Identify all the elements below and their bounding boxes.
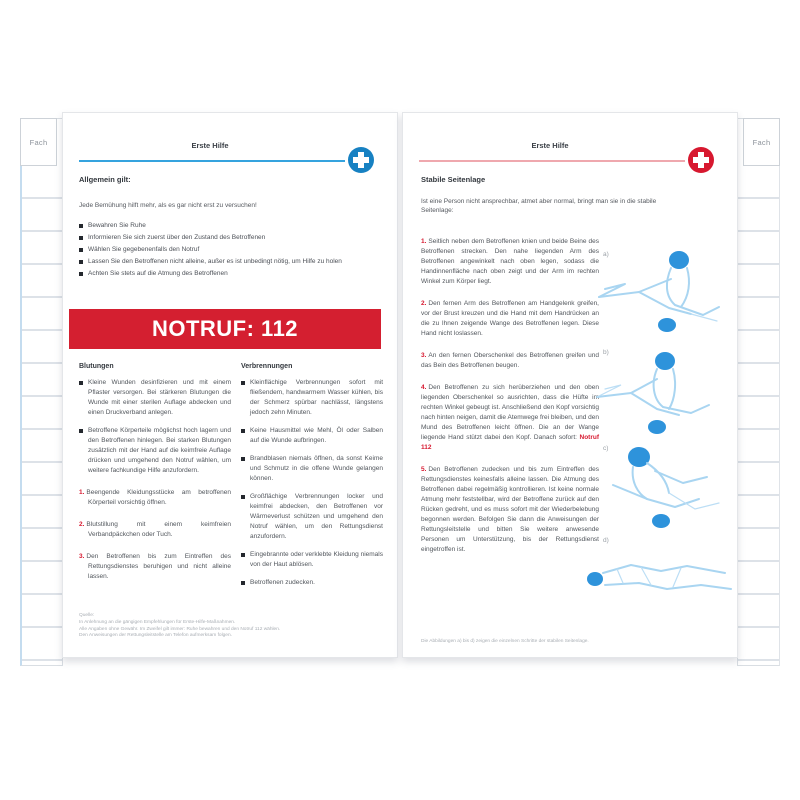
list-item: [79, 221, 379, 231]
intro-text-left: Jede Bemühung hilft mehr, als es gar nicht erst zu versuchen!: [79, 202, 257, 209]
binder-tab-left-label: Fach: [29, 137, 48, 147]
recovery-position-illustration-b: [591, 347, 723, 437]
first-aid-cross-icon-blue: [348, 147, 374, 173]
step-number: 5.: [421, 466, 427, 473]
figure-label-c: c): [603, 445, 609, 452]
emergency-banner-text: NOTRUF: 112: [151, 316, 299, 341]
paragraph-text: Betroffenen zudecken.: [250, 579, 315, 586]
column-verbrennungen: [241, 363, 383, 596]
paragraph-text: Kleine Wunden desinfizieren und mit einem Pflaster versorgen. Bei stärkeren Blutungen die Wunde mit einer sterilen Auflage abdecken und einen Druckverband anlegen.: [88, 379, 231, 416]
cross-bar: [693, 157, 709, 163]
paragraph-text: Betroffene Körperteile möglichst hoch lagern und den Betroffenen hinlegen. Bei starken Blutungen zusätzlich mit der Hand auf die keimfreie Auflage drücken und umgehend den Notruf wählen, um weitere fachkundige Hilfe anzufordern.: [88, 427, 231, 474]
step-1: [421, 237, 599, 287]
paragraph: [79, 426, 231, 476]
step-number: 2.: [421, 300, 427, 307]
paragraph-text: Eingebrannte oder verklebte Kleidung niemals von der Haut ablösen.: [250, 551, 383, 568]
footnote-line: In Anlehnung an die gängigen Empfehlungen für Erste-Hilfe-Maßnahmen.: [79, 619, 236, 625]
section-title-allgemein: Allgemein gilt:: [79, 175, 131, 184]
paragraph: [241, 550, 383, 570]
paragraph: [241, 492, 383, 542]
figure-label-b: b): [603, 349, 609, 356]
step-number: 4.: [421, 384, 427, 391]
ruled-lines-left: [22, 166, 62, 665]
binder-tab-right-label: Fach: [752, 137, 771, 147]
general-rules-list: [79, 221, 379, 281]
step-number: 2.: [79, 521, 85, 528]
step-3: [421, 351, 599, 371]
paragraph-text: Großflächige Verbrennungen locker und keimfrei abdecken, den Betroffenen vor Wärmeverlust schützen und umgehend den Notruf wählen, um den Rettungsdienst anzufordern.: [250, 493, 383, 540]
step-number: 1.: [79, 489, 85, 496]
page-right: [402, 112, 738, 658]
first-aid-cross-icon-red: [688, 147, 714, 173]
list-item-text: Wählen Sie gegebenenfalls den Notruf: [88, 246, 200, 253]
intro-text-right: Ist eine Person nicht ansprechbar, atmet aber normal, bringt man sie in die stabile Seitenlage:: [421, 198, 657, 214]
recovery-position-illustration-a: [589, 245, 731, 341]
recovery-steps: [421, 237, 599, 567]
footnote-line: Den Anweisungen der Rettungsleitstelle am Telefon aufmerksam folgen.: [79, 633, 232, 639]
step-text: Den Betroffenen zudecken und bis zum Eintreffen des Rettungsdienstes keinesfalls alleine lassen. Die Atmung des Betroffenen dabei regelmäßig kontrollieren. Ist keine normale Atmung mehr feststellbar, wird der Betroffene zurück auf den Rücken gedreht, und es muss sofort mit der Wiederbelebung begonnen werden. Befolgen Sie dann die Anweisungen der Rettungsleitstelle und bitten Sie weitere anwesende Personen um Unterstützung, bis der Rettungsdienst eingetroffen ist.: [421, 466, 599, 553]
step-2: [421, 299, 599, 339]
list-item-text: Lassen Sie den Betroffenen nicht alleine, außer es ist unbedingt nötig, um Hilfe zu holen: [88, 258, 342, 265]
paragraph: [241, 454, 383, 484]
paragraph-text: Brandblasen niemals öffnen, da sonst Keime und Schmutz in die offene Wunde gelangen können.: [250, 455, 383, 482]
step-4: [421, 383, 599, 453]
paragraph-text: Beengende Kleidungsstücke am betroffenen Körperteil vorsichtig öffnen.: [86, 489, 231, 506]
paragraph-text: Kleinflächige Verbrennungen sofort mit fließendem, handwarmem Wasser kühlen, bis der Schmerz spürbar nachlässt, längstens jedoch zehn Minuten.: [250, 379, 383, 416]
list-item-text: Bewahren Sie Ruhe: [88, 222, 146, 229]
header-rule-blue: [79, 160, 345, 162]
column-title: Blutungen: [79, 363, 114, 370]
paragraph: [241, 378, 383, 418]
footnote-left: [79, 613, 359, 640]
step-5: [421, 465, 599, 555]
paragraph: [241, 578, 383, 588]
paragraph-text: Den Betroffenen bis zum Eintreffen des Rettungsdienstes beruhigen und nicht alleine lassen.: [86, 553, 231, 580]
list-item-text: Achten Sie stets auf die Atmung des Betroffenen: [88, 270, 228, 277]
footnote-line: Alle Angaben ohne Gewähr. Im Zweifel gilt immer: Ruhe bewahren und den Notruf 112 wählen.: [79, 626, 281, 632]
emergency-banner: [69, 309, 381, 349]
binder-tab-right: [743, 118, 780, 166]
step-text: An den fernen Oberschenkel des Betroffenen greifen und das Bein des Betroffenen beugen.: [421, 352, 599, 369]
footnote-line: Die Abbildungen a) bis d) zeigen die einzelnen Schritte der stabilen Seitenlage.: [421, 639, 589, 644]
two-column-section: [79, 363, 383, 596]
list-item: [79, 269, 379, 279]
emergency-number-inline: Notruf 112: [421, 434, 599, 451]
recovery-position-illustration-d: [583, 539, 735, 605]
paragraph: [241, 426, 383, 446]
header-rule-pink: [419, 160, 685, 162]
step-text: Den fernen Arm des Betroffenen am Handgelenk greifen, vor der Brust kreuzen und die Hand mit dem Handrücken an die zu Ihnen zeigende Wange des Betroffenen legen. Diese Hand nicht loslassen.: [421, 300, 599, 337]
binder-divider-left: [20, 118, 63, 666]
list-item: [79, 245, 379, 255]
paragraph-text: Blutstillung mit einem keimfreien Verbandpäckchen oder Tuch.: [86, 521, 231, 538]
numbered-paragraph: [79, 552, 231, 582]
list-item: [79, 257, 373, 267]
binder-divider-right: [737, 118, 780, 666]
column-blutungen: [79, 363, 231, 596]
footnote-label: Quelle:: [79, 613, 95, 618]
paragraph-text: Keine Hausmittel wie Mehl, Öl oder Salben auf die Wunde aufbringen.: [250, 427, 383, 444]
list-item: [79, 233, 379, 243]
cross-bar: [353, 157, 369, 163]
page-left: [62, 112, 398, 658]
step-number: 1.: [421, 238, 427, 245]
page-right-header: Erste Hilfe: [531, 141, 569, 150]
step-number: 3.: [421, 352, 427, 359]
numbered-paragraph: [79, 488, 231, 508]
column-title: Verbrennungen: [241, 363, 293, 370]
step-text: Den Betroffenen zu sich herüberziehen und den oben liegenden Oberschenkel so ausrichten, dass die Hüfte im rechten Winkel gebeugt ist. Anschließend den Kopf vorsichtig nach hinten neigen, damit die Atemwege frei bleiben, und den Mund des Betroffenen leicht öffnen. Die an der Wange liegende Hand stützt dabei den Kopf. Danach sofort:: [421, 384, 599, 441]
page-left-header: Erste Hilfe: [191, 141, 229, 150]
paragraph: [79, 378, 231, 418]
numbered-paragraph: [79, 520, 231, 540]
step-number: 3.: [79, 553, 85, 560]
step-text: Seitlich neben dem Betroffenen knien und beide Beine des Betroffenen strecken. Den nahe liegenden Arm des Betroffenen angewinkelt nach oben legen, sodass die Handinnenfläche nach oben zeigt und der Arm im rechten Winkel zum Körper liegt.: [421, 238, 599, 285]
footnote-right: [421, 639, 651, 646]
list-item-text: Informieren Sie sich zuerst über den Zustand des Betroffenen: [88, 234, 266, 241]
recovery-position-illustration-c: [595, 441, 731, 535]
section-title-seitenlage: Stabile Seitenlage: [421, 175, 486, 184]
figure-label-d: d): [603, 537, 609, 544]
figure-label-a: a): [603, 251, 609, 258]
binder-tab-left: [20, 118, 57, 166]
ruled-lines-right: [738, 166, 779, 665]
